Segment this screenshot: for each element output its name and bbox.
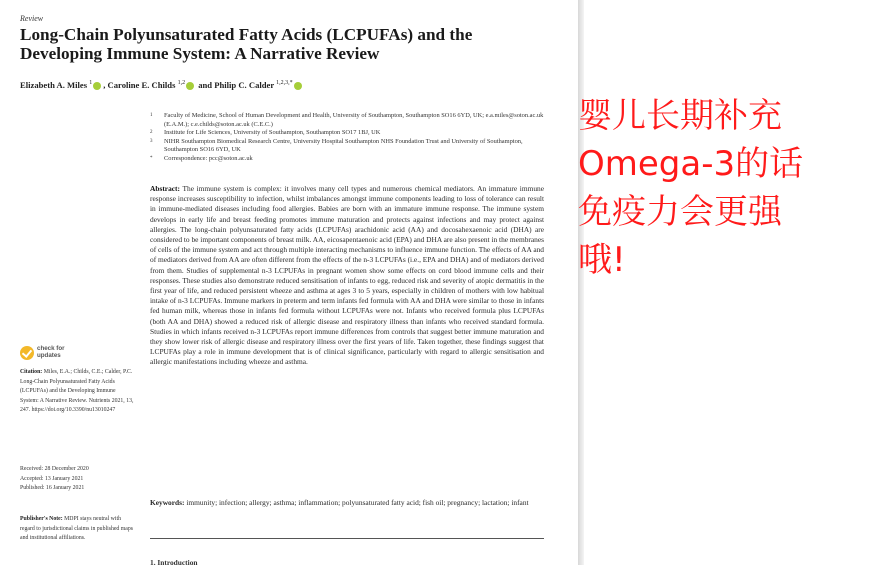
publisher-note-label: Publisher's Note:	[20, 516, 63, 522]
abstract-label: Abstract:	[150, 184, 180, 193]
affiliation-item	[150, 138, 550, 155]
affiliation-number: 3	[150, 138, 153, 144]
author-affiliation-marker: 1,2	[177, 80, 186, 87]
orcid-icon[interactable]	[186, 82, 194, 90]
accepted-date: Accepted: 13 January 2021	[20, 475, 84, 482]
author-name: Philip C. Calder	[214, 80, 275, 90]
citation-block	[20, 368, 135, 416]
author-name: Caroline E. Childs	[107, 80, 176, 90]
received-date: Received: 28 December 2020	[20, 466, 89, 472]
correspondence-text: Correspondence: pcc@soton.ac.uk	[164, 154, 253, 162]
abstract-text: The immune system is complex: it involves many cell types and numerous chemical mediators. An immature immune response increases susceptibility to infection, whilst imbalances amongst immune components leading to loss of tolerance can result in immune-mediated diseases including food allergies. Babies are born with an immature immune response. The immune system develops in early life and breast feeding promotes immune maturation and protects against infections and may protect against allergies. The long-chain polyunsaturated fatty acids (LCPUFAs) arachidonic acid (AA) and docosahexaenoic acid (DHA) are considered to be important components of breast milk. AA, eicosapentaenoic acid (EPA) and DHA are also present in the membranes of cells of the immune system and act through multiple interacting mechanisms to influence immune function. The effects of AA and of mediators derived from AA are often different from the effects of the n-3 LCPUFAs (i.e., EPA and DHA) and of mediators derived from them. Studies of supplemental n-3 LCPUFAs in pregnant women show some effects on cord blood immune cells and their responses. These studies also demonstrate reduced sensitisation of infants to egg, reduced risk and severity of atopic dermatitis in the first year of life, and reduced persistent wheeze and asthma at ages 3 to 5 years, especially in children of mothers with low habitual intake of n-3 LCPUFAs. Immune markers in preterm and term infants fed formula with AA and DHA were similar to those in infants fed human milk, whereas those in infants fed formula without LCPUFAs were not. Infants who received formula plus LCPUFAs (both AA and DHA) showed a reduced risk of allergic disease and respiratory illness than infants who received standard formula. Studies in which infants received n-3 LCPUFAs report immune differences from controls that suggest better immune maturation and they show lower risk of allergic disease and respiratory illness over the first years of life. Taken together, these findings suggest that LCPUFAs play a role in immune development that is of clinical significance, particularly with regard to allergic sensitisation and allergic manifestations including wheeze and asthma.	[150, 184, 544, 367]
affiliation-number: *	[150, 155, 153, 161]
affiliation-item	[150, 129, 550, 138]
chinese-caption-overlay: 婴儿长期补充 Omega-3的话 免疫力会更强 哦!	[578, 96, 804, 280]
citation-text: Miles, E.A.; Childs, C.E.; Calder, P.C. Long-Chain Polyunsaturated Fatty Acids (LCPUFAs) and the Developing Immune System: A Narrative Review. Nutrients 2021, 13, 247. https://doi.org/10.3390/nu13010247	[20, 369, 134, 414]
author-affiliation-marker: 1,2,3,*	[276, 80, 293, 87]
abstract	[150, 184, 544, 368]
check-updates-line2: updates	[37, 352, 61, 359]
publication-dates	[20, 465, 135, 494]
section-divider	[150, 538, 544, 539]
paper-title: Long-Chain Polyunsaturated Fatty Acids (LCPUFAs) and the Developing Immune System: A Narrative Review	[20, 25, 473, 63]
article-type-label: Review	[20, 14, 44, 23]
affiliation-number: 1	[150, 113, 153, 118]
check-for-updates-badge[interactable]	[20, 346, 65, 360]
keywords-label: Keywords:	[150, 498, 185, 507]
author-separator: ,	[103, 80, 108, 90]
author-separator: and	[196, 80, 215, 90]
orcid-icon[interactable]	[93, 82, 101, 90]
affiliation-item	[150, 155, 550, 164]
orcid-icon[interactable]	[294, 82, 302, 90]
affiliation-text: Institute for Life Sciences, University of Southampton, Southampton SO17 1BJ, UK	[164, 129, 381, 137]
author-list	[20, 80, 560, 90]
citation-label: Citation:	[20, 369, 43, 375]
published-date: Published: 16 January 2021	[20, 485, 85, 492]
keywords	[150, 498, 546, 508]
affiliations	[150, 112, 550, 164]
affiliation-text: NIHR Southampton Biomedical Research Centre, University Hospital Southampton NHS Foundation Trust and University of Southampton, Southampton SO16 6YD, UK	[164, 137, 523, 154]
section-heading: 1. Introduction	[150, 558, 198, 565]
author-name: Elizabeth A. Miles	[20, 80, 88, 90]
check-updates-line1: check for	[37, 345, 65, 353]
publisher-note	[20, 515, 135, 544]
affiliation-text: Faculty of Medicine, School of Human Development and Health, University of Southampton, Southampton SO16 6YD, UK; e.a.miles@soton.ac.uk (E.A.M.); c.e.childs@soton.ac.uk (C.E.C.)	[164, 112, 544, 128]
publisher-note-text: MDPI stays neutral with regard to jurisdictional claims in published maps and institutional affiliations.	[20, 516, 134, 542]
keywords-text: immunity; infection; allergy; asthma; inflammation; polyunsaturated fatty acid; fish oil; pregnancy; lactation; infant	[186, 498, 529, 507]
affiliation-item	[150, 112, 550, 129]
author-affiliation-marker: 1	[89, 80, 93, 87]
checkmark-icon	[20, 346, 34, 360]
affiliation-number: 2	[150, 130, 153, 136]
